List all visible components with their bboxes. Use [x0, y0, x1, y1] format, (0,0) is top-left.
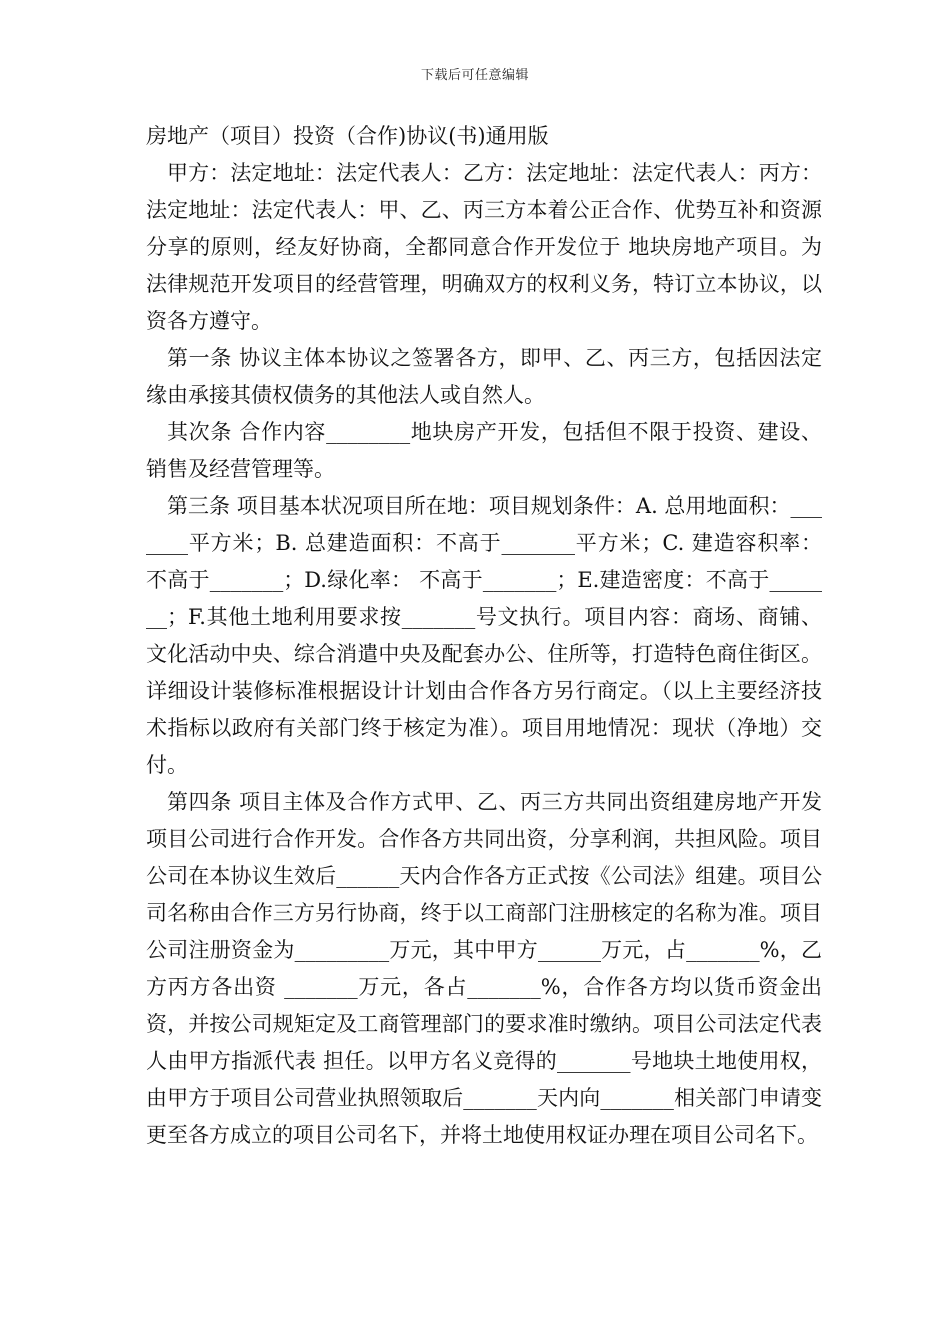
- paragraph-article-2: 其次条 合作内容________地块房产开发，包括但不限于投资、建设、销售及经营管理等。: [146, 420, 822, 481]
- paragraph-parties: 甲方：法定地址：法定代表人：乙方：法定地址：法定代表人：丙方：法定地址：法定代表人：甲、乙、丙三方本着公正合作、优势互补和资源分享的原则，经友好协商，全都同意合作开发位于 地块房地产项目。为法律规范开发项目的经营管理，明确双方的权利义务，特订立本协议，以资各方遵守。: [146, 161, 822, 333]
- document-body: [146, 118, 822, 1154]
- page-header-note: 下载后可任意编辑: [420, 68, 529, 83]
- paragraph-article-3: 第三条 项目基本状况项目所在地：项目规划条件：A. 总用地面积：_______平方米；B. 总建造面积：不高于_______平方米；C. 建造容积率：不高于_______；D.绿化率： 不高于_______；E.建造密度：不高于_______；F.其他土地利用要求按_______号文执行。项目内容：商场、商铺、文化活动中央、综合消遣中央及配套办公、住所等，打造特色商住街区。详细设计装修标准根据设计计划由合作各方另行商定。（以上主要经济技术指标以政府有关部门终于核定为准）。项目用地情况：现状（净地）交付。: [146, 494, 822, 777]
- document-title: 房地产（项目）投资（合作)协议(书)通用版: [146, 124, 549, 148]
- paragraph-article-1: 第一条 协议主体本协议之签署各方，即甲、乙、丙三方，包括因法定缘由承接其债权债务的其他法人或自然人。: [146, 346, 822, 407]
- paragraph-article-4: 第四条 项目主体及合作方式甲、乙、丙三方共同出资组建房地产开发项目公司进行合作开发。合作各方共同出资，分享利润，共担风险。项目公司在本协议生效后______天内合作各方正式按《公司法》组建。项目公司名称由合作三方另行协商，终于以工商部门注册核定的名称为准。项目公司注册资金为_________万元，其中甲方______万元，占_______%，乙方丙方各出资 _______万元，各占_______%，合作各方均以货币资金出资，并按公司规矩定及工商管理部门的要求准时缴纳。项目公司法定代表人由甲方指派代表 担任。以甲方名义竞得的_______号地块土地使用权，由甲方于项目公司营业执照领取后_______天内向_______相关部门申请变更至各方成立的项目公司名下，并将土地使用权证办理在项目公司名下。: [146, 790, 822, 1147]
